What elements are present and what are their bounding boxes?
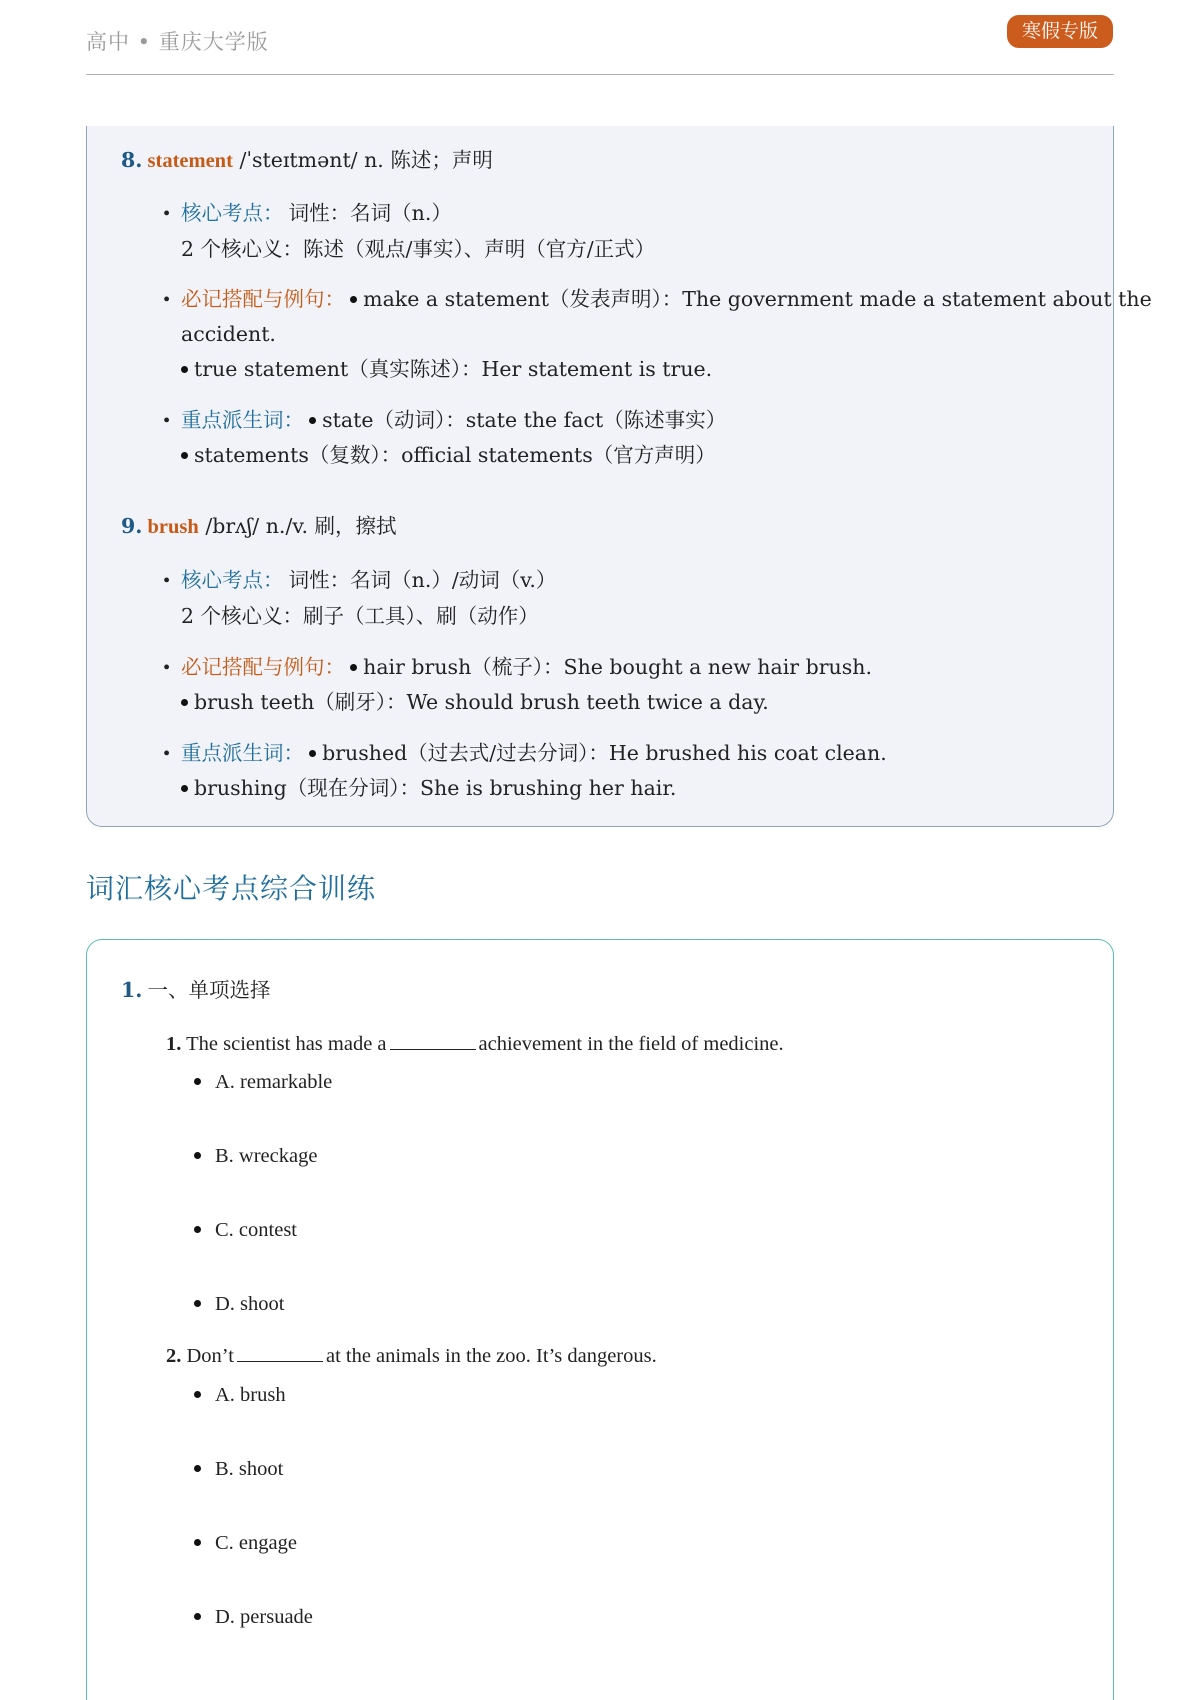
- dot-icon: [350, 664, 357, 671]
- entry-word: brush: [147, 516, 199, 538]
- question-text-after: at the animals in the zoo. It’s dangerous.: [325, 1345, 657, 1367]
- bullet-icon: •: [163, 570, 171, 592]
- dot-icon: [194, 1300, 201, 1307]
- entry-word: statement: [147, 150, 233, 172]
- option-item[interactable]: [194, 1532, 297, 1555]
- core-point-line: [163, 568, 556, 593]
- core-point-label: 核心考点：: [181, 201, 284, 225]
- core-point-pos: 词性：名词（n.）: [288, 201, 452, 225]
- dot-icon: [194, 1539, 201, 1546]
- collocation-line-2: [181, 690, 769, 715]
- dot-icon: [181, 452, 188, 459]
- question-number: 1.: [166, 1033, 182, 1055]
- question-text-before: The scientist has made a: [186, 1033, 387, 1055]
- dot-icon: [194, 1391, 201, 1398]
- core-point-meanings: 2 个核心义：陈述（观点/事实）、声明（官方/正式）: [181, 237, 656, 261]
- derivative-example: brushing（现在分词）：She is brushing her hair.: [194, 776, 677, 800]
- derivative-label: 重点派生词：: [181, 741, 304, 765]
- collocation-example: true statement（真实陈述）：Her statement is true.: [194, 357, 713, 381]
- option-item[interactable]: [194, 1145, 317, 1168]
- option-label: A. remarkable: [215, 1071, 333, 1093]
- dot-icon: [181, 699, 188, 706]
- collocation-example: hair brush（梳子）：She bought a new hair brush.: [363, 655, 872, 679]
- collocation-example-cont: accident.: [181, 322, 276, 346]
- collocation-label: 必记搭配与例句：: [181, 287, 345, 311]
- dot-icon: [194, 1613, 201, 1620]
- derivative-label: 重点派生词：: [181, 408, 304, 432]
- entry-pron-def: /ˈsteɪtmənt/ n. 陈述；声明: [232, 148, 493, 172]
- question-text-after: achievement in the field of medicine.: [478, 1033, 784, 1055]
- dot-icon: [194, 1226, 201, 1233]
- collocation-example: brush teeth（刷牙）：We should brush teeth twice a day.: [194, 690, 769, 714]
- bullet-icon: •: [163, 657, 171, 679]
- option-label: A. brush: [215, 1384, 286, 1406]
- bullet-icon: •: [163, 203, 171, 225]
- part-number: 1.: [121, 978, 143, 1002]
- dot-icon: [181, 366, 188, 373]
- derivative-example: state（动词）：state the fact（陈述事实）: [322, 408, 727, 432]
- core-point-line: [163, 201, 452, 226]
- core-point-label: 核心考点：: [181, 568, 284, 592]
- entry-pron-def: /brʌʃ/ n./v. 刷，擦拭: [198, 514, 397, 538]
- option-item[interactable]: [194, 1384, 286, 1407]
- option-item[interactable]: [194, 1071, 332, 1094]
- option-label: C. contest: [215, 1219, 297, 1241]
- dot-icon: [194, 1465, 201, 1472]
- dot-icon: [194, 1152, 201, 1159]
- option-item[interactable]: [194, 1293, 284, 1316]
- dot-icon: [350, 296, 357, 303]
- option-item[interactable]: [194, 1458, 283, 1481]
- derivative-line-2: [181, 443, 716, 468]
- answer-blank[interactable]: [237, 1343, 323, 1362]
- option-label: C. engage: [215, 1532, 297, 1554]
- collocation-line-2: [181, 357, 712, 382]
- question-number: 2.: [166, 1345, 182, 1367]
- question-text-before: Don’t: [186, 1345, 234, 1367]
- option-item[interactable]: [194, 1219, 297, 1242]
- dot-icon: [181, 785, 188, 792]
- header-title: 高中 • 重庆大学版: [86, 30, 269, 54]
- option-item[interactable]: [194, 1606, 313, 1629]
- dot-icon: [309, 417, 316, 424]
- option-label: D. persuade: [215, 1606, 313, 1628]
- question-stem: [166, 1343, 657, 1368]
- exercise-part-heading: [121, 978, 271, 1003]
- vocab-card: [86, 126, 1114, 827]
- entry-number: 9.: [121, 514, 143, 538]
- core-point-meanings: 2 个核心义：刷子（工具）、刷（动作）: [181, 604, 539, 628]
- collocation-label: 必记搭配与例句：: [181, 655, 345, 679]
- option-label: B. shoot: [215, 1458, 284, 1480]
- derivative-line: [163, 741, 887, 766]
- collocation-example: make a statement（发表声明）：The government made a statement about the: [363, 287, 1152, 311]
- entry-number: 8.: [121, 148, 143, 172]
- bullet-icon: •: [163, 289, 171, 311]
- collocation-line: [163, 655, 872, 680]
- edition-badge: 寒假专版: [1007, 15, 1113, 48]
- core-point-pos: 词性：名词（n.）/动词（v.）: [288, 568, 557, 592]
- answer-blank[interactable]: [390, 1031, 476, 1050]
- derivative-line: [163, 408, 726, 433]
- section-title: 词汇核心考点综合训练: [86, 872, 377, 905]
- option-label: D. shoot: [215, 1293, 285, 1315]
- question-stem: [166, 1031, 784, 1056]
- dot-icon: [309, 750, 316, 757]
- derivative-example: brushed（过去式/过去分词）：He brushed his coat clean.: [322, 741, 887, 765]
- bullet-icon: •: [163, 743, 171, 765]
- vocab-entry-heading: [121, 148, 493, 173]
- vocab-entry-heading: [121, 514, 397, 539]
- derivative-line-2: [181, 776, 676, 801]
- option-label: B. wreckage: [215, 1145, 318, 1167]
- bullet-icon: •: [163, 410, 171, 432]
- part-title: 一、单项选择: [147, 978, 271, 1002]
- derivative-example: statements（复数）：official statements（官方声明）: [194, 443, 716, 467]
- header-divider: [86, 74, 1114, 75]
- dot-icon: [194, 1078, 201, 1085]
- collocation-line: [163, 287, 1152, 312]
